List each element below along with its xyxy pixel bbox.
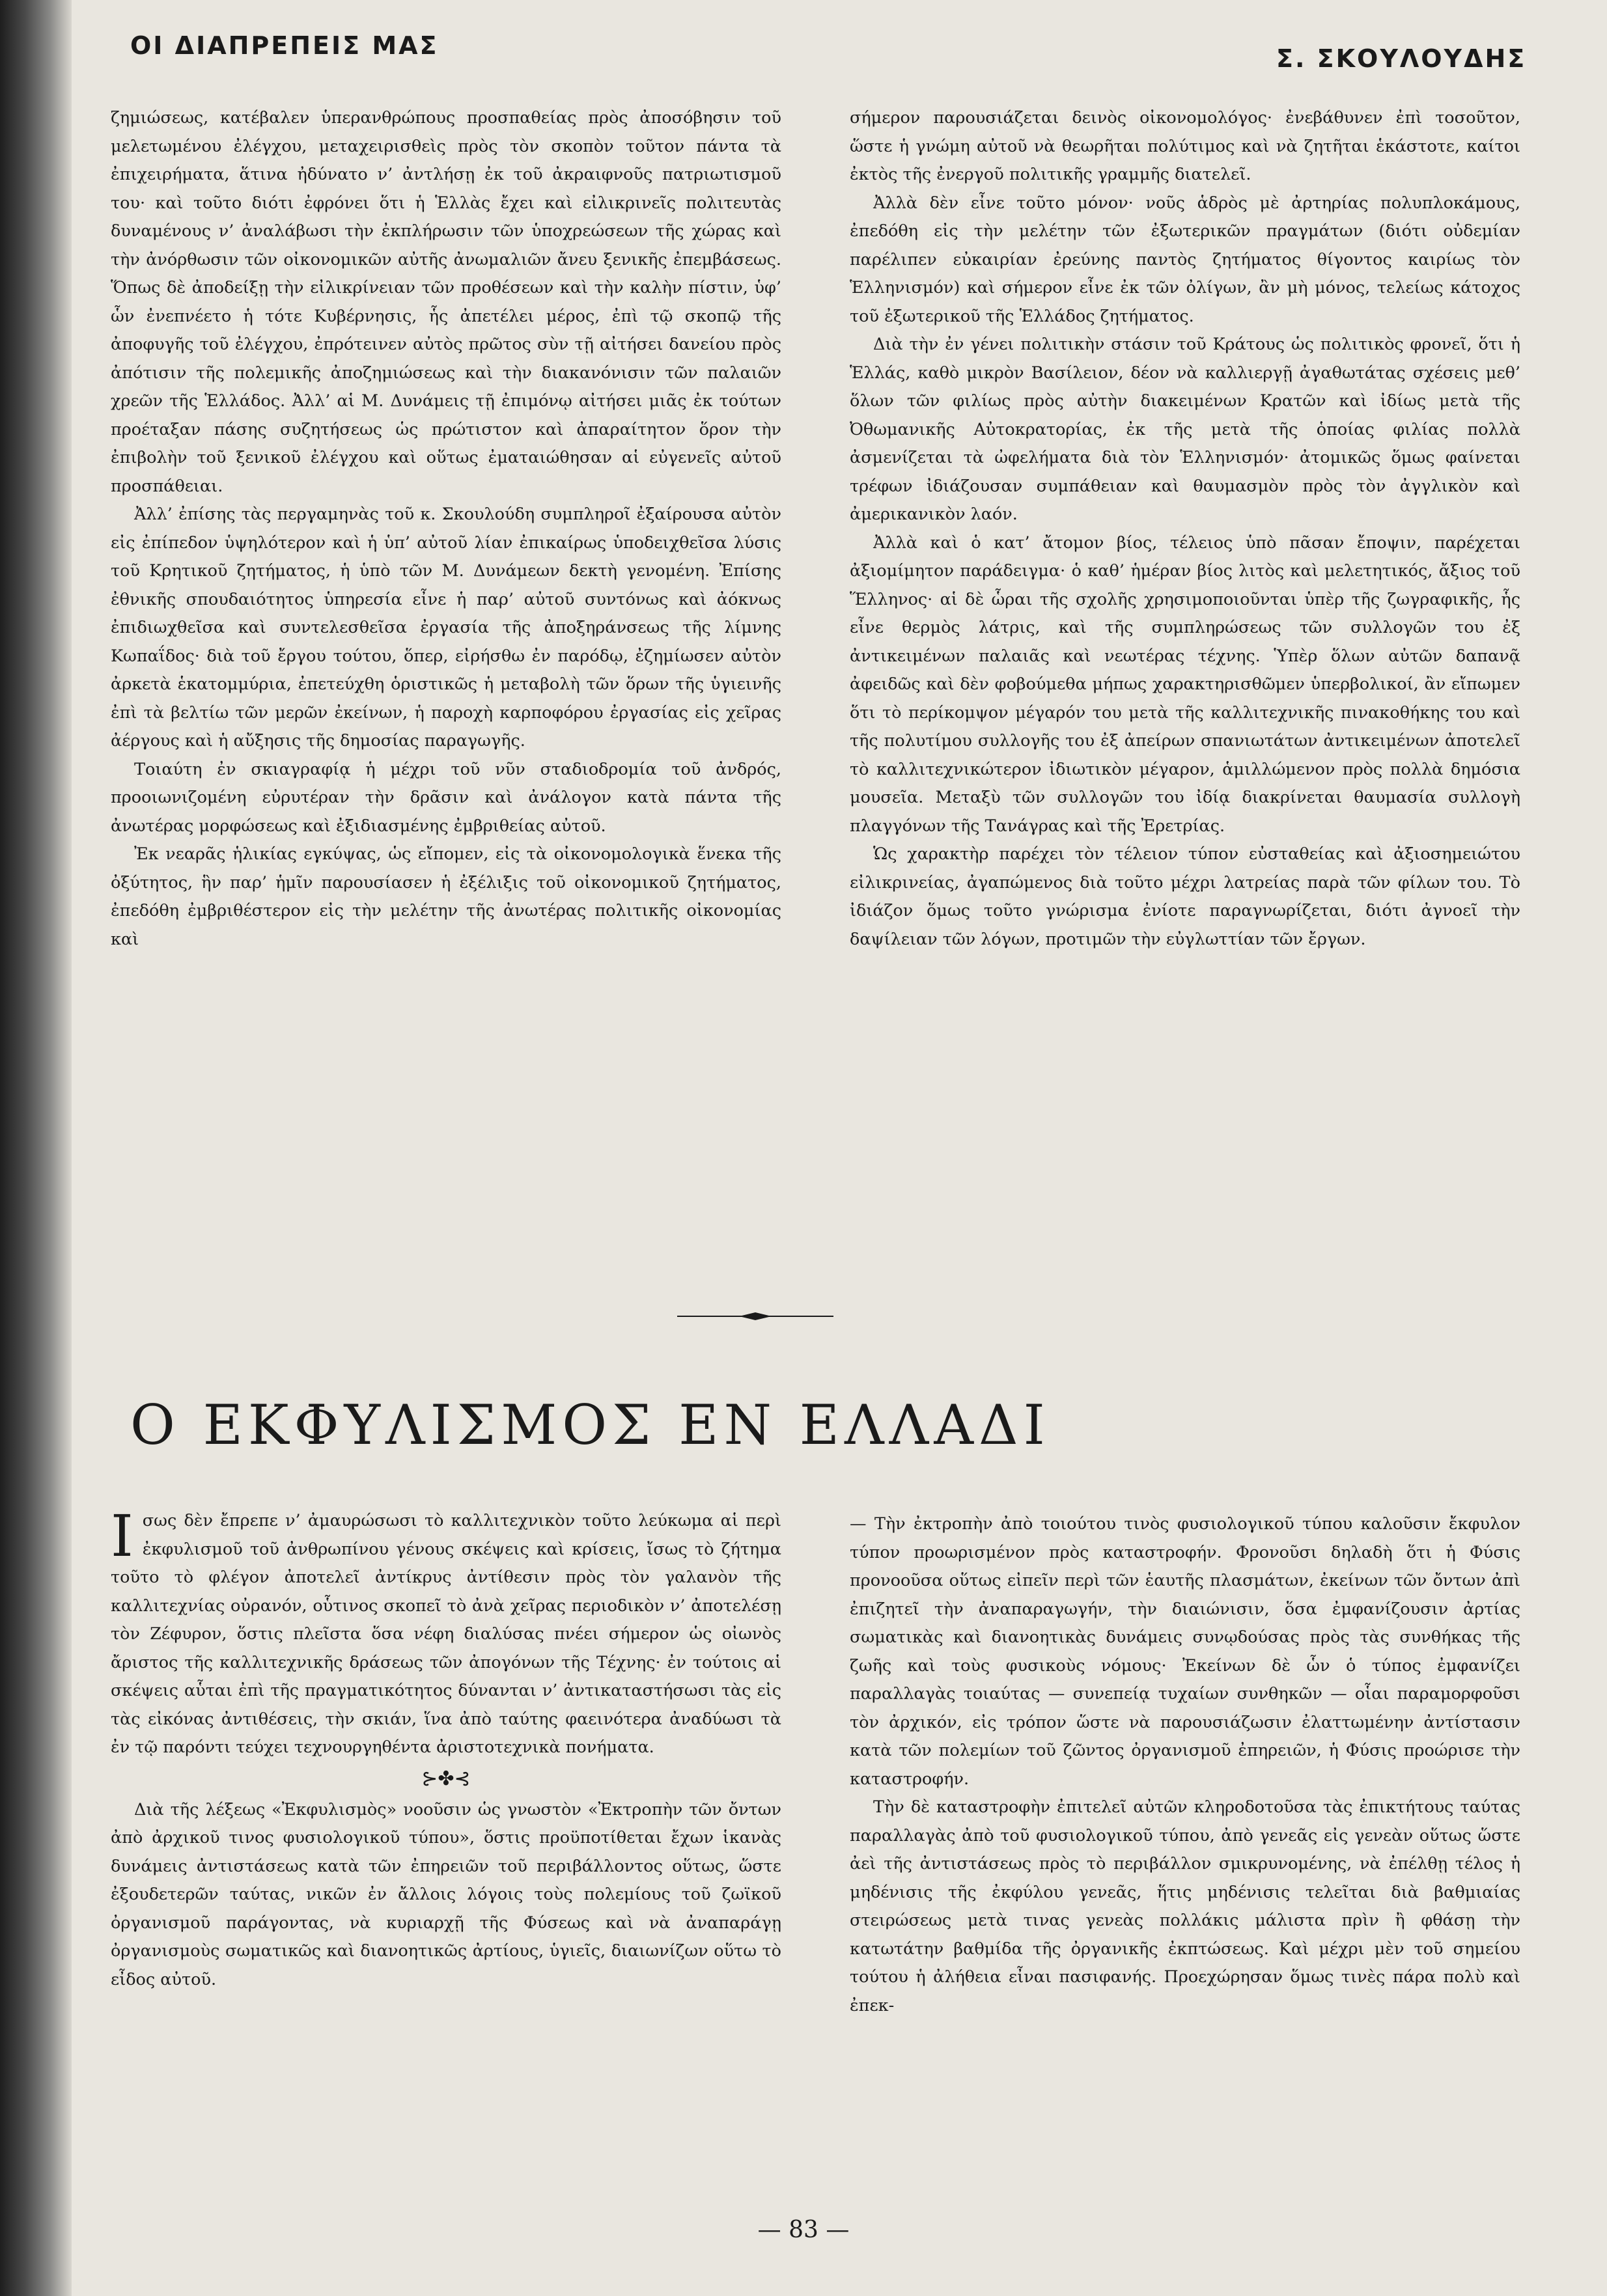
article-column-left — [111, 1502, 781, 1994]
paragraph: ζημιώσεως, κατέβαλεν ὑπερανθρώπους προσπαθείας πρὸς ἀποσόβησιν τοῦ μελετωμένου ἐλέγχου, μεταχειρισθεὶς πρὸς τὸν σκοπὸν τοῦτον πάντα τὰ ἐπιχειρήματα, ἅτινα ἠδύνατο ν’ ἀντλήσῃ ἐκ τοῦ ἀκραιφνοῦς πατριωτισμοῦ του· καὶ τοῦτο διότι ἐφρόνει ὅτι ἡ Ἑλλὰς ἔχει καὶ εἰλικρινεῖς πολιτευτὰς δυναμένους ν’ ἀναλάβωσι τὴν ἐκπλήρωσιν τῶν ὑποχρεώσεων τῆς χώρας καὶ τὴν ἀνόρθωσιν τῶν οἰκονομικῶν αὐτῆς ἀνωμαλιῶν ἄνευ ξενικῆς ἐπεμβάσεως. Ὅπως δὲ ἀποδείξῃ τὴν εἰλικρίνειαν τῶν προθέσεων καὶ τὴν καλὴν πίστιν, ὑφ’ ὧν ἐνεπνέετο ἡ τότε Κυβέρνησις, ἧς ἀπετέλει μέρος, ἐπὶ τῷ σκοπῷ τῆς ἀποφυγῆς τοῦ ἐλέγχου, ἐπρότεινεν αὐτὸς πρῶτος σὺν τῇ αἰτήσει δανείου πρὸς ἀπότισιν τῆς πολεμικῆς ἀποζημιώσεως καὶ τὴν διακανόνισιν τῶν παλαιῶν χρεῶν τῆς Ἑλλάδος. Ἀλλ’ αἱ Μ. Δυνάμεις τῇ ἐπιμόνῳ αἰτήσει μιᾶς ἐκ τούτων προέταξαν πάσης συζητήσεως ὡς πρώτιστον καὶ ἀπαραίτητον ὅρον τὴν ἐπιβολὴν τοῦ ξενικοῦ ἐλέγχου καὶ οὕτως ἐματαιώθησαν αἱ εὐγενεῖς αὐτοῦ προσπάθειαι. — [111, 108, 781, 496]
running-header-subject: Σ. ΣΚΟΥΛΟΥΔΗΣ — [1276, 44, 1527, 73]
paragraph: Ἀλλὰ καὶ ὁ κατ’ ἄτομον βίος, τέλειος ὑπὸ πᾶσαν ἔποψιν, παρέχεται ἀξιομίμητον παράδειγμα· ὁ καθ’ ἡμέραν βίος λιτὸς καὶ μελετητικός, ἄξιος τοῦ Ἕλληνος· αἱ δὲ ὧραι τῆς σχολῆς χρησιμοποιοῦνται ὑπὲρ τῆς ζωγραφικῆς, ἧς εἶνε θερμὸς λάτρις, καὶ τῆς συμπληρώσεως τῶν συλλογῶν του ἐξ ἀντικειμένων παλαιᾶς καὶ νεωτέρας τέχνης. Ὑπὲρ ὅλων αὐτῶν δαπανᾷ ἀφειδῶς καὶ δὲν φοβούμεθα μήπως χαρακτηρισθῶμεν ὑπερβολικοί, ἂν εἴπωμεν ὅτι τὸ περίκομψον μέγαρόν του μετὰ τῆς καλλιτεχνικῆς πινακοθήκης του καὶ τῆς πολυτίμου συλλογῆς του ἐξ ἀπείρων σπανιωτάτων ἀντικειμένων ἀποτελεῖ τὸ καλλιτεχνικώτερον ἰδιωτικὸν μέγαρον, ἁμιλλώμενον πρὸς πολλὰ δημόσια μουσεῖα. Μεταξὺ τῶν συλλογῶν του ἰδίᾳ διακρίνεται θαυμασία συλλογὴ πλαγγόνων τῆς Τανάγρας καὶ τῆς Ἐρετρίας. — [850, 533, 1520, 836]
biography-column-left — [111, 104, 781, 954]
section-divider-ornament — [677, 1312, 833, 1321]
drop-cap: Ι — [111, 1502, 133, 1570]
paragraph: Διὰ τὴν ἐν γένει πολιτικὴν στάσιν τοῦ Κράτους ὡς πολιτικὸς φρονεῖ, ὅτι ἡ Ἑλλάς, καθὸ μικρὸν Βασίλειον, δέον νὰ καλλιεργῇ ἀγαθωτάτας σχέσεις μεθ’ ὅλων τῶν φιλίως πρὸς αὐτὴν διακειμένων Κρατῶν καὶ ἰδίως μετὰ τῆς Ὀθωμανικῆς Αὐτοκρατορίας, ἐκ τῆς μετὰ τῆς ὁποίας φιλίας πολλὰ ἀσμενίζεται τὰ ὠφελήματα διὰ τὸν Ἑλληνισμόν· ἀτομικῶς ὅμως φαίνεται τρέφων ἰδιάζουσαν συμπάθειαν καὶ θαυμασμὸν πρὸς τὸν ἀγγλικὸν καὶ ἀμερικανικὸν λαόν. — [850, 335, 1520, 524]
article-opening-paragraph — [111, 1502, 781, 1762]
article-column-right — [850, 1510, 1520, 2020]
fleuron-ornament-icon: ⊱✤⊰ — [421, 1767, 471, 1790]
article-title: Ο ΕΚΦΥΛΙΣΜΟΣ ΕΝ ΕΛΛΑΔΙ — [130, 1393, 1050, 1457]
paragraph: σήμερον παρουσιάζεται δεινὸς οἰκονομολόγος· ἐνεβάθυνεν ἐπὶ τοσοῦτον, ὥστε ἡ γνώμη αὐτοῦ νὰ θεωρῆται πολύτιμος καὶ νὰ ζητῆται ἑκάστοτε, καίτοι ἐκτὸς τῆς ἐνεργοῦ πολιτικῆς γραμμῆς διατελεῖ. — [850, 108, 1520, 184]
paragraph: Διὰ τῆς λέξεως «Ἐκφυλισμὸς» νοοῦσιν ὡς γνωστὸν «Ἐκτροπὴν τῶν ὄντων ἀπὸ ἀρχικοῦ τινος φυσιολογικοῦ τύπου», ὅστις προϋποτίθεται ἔχων ἱκανὰς δυνάμεις ἀντιστάσεως κατὰ τῶν ἐπηρειῶν τοῦ περιβάλλοντος οὕτως, ὥστε ἐξουδετερῶν ταύτας, νικῶν ἐν ἄλλοις λόγοις τοὺς πολεμίους τοῦ ζωϊκοῦ ὀργανισμοῦ παράγοντας, νὰ κυριαρχῇ τῆς Φύσεως καὶ νὰ ἀναπαράγῃ ὀργανισμοὺς σωματικῶς καὶ διανοητικῶς ἀρτίους, ὑγιεῖς, διαιωνίζων οὕτω τὸ εἶδος αὐτοῦ. — [111, 1799, 781, 1989]
paragraph: Ἀλλ’ ἐπίσης τὰς περγαμηνὰς τοῦ κ. Σκουλούδη συμπληροῖ ἐξαίρουσα αὐτὸν εἰς ἐπίπεδον ὑψηλότερον καὶ ἡ ὑπ’ αὐτοῦ λίαν ἐπικαίρως ὑποδειχθεῖσα λύσις τοῦ Κρητικοῦ ζητήματος, ἡ ὑπὸ τῶν Μ. Δυνάμεων δεκτὴ γενομένη. Ἐπίσης ἐθνικῆς σπουδαιότητος ὑπηρεσία εἶνε ἡ παρ’ αὐτοῦ συντόνως καὶ ἀόκνως ἐπιδιωχθεῖσα καὶ συντελεσθεῖσα ἐργασία τῆς ἀποξηράνσεως τῆς λίμνης Κωπαΐδος· διὰ τοῦ ἔργου τούτου, ὅπερ, εἰρήσθω ἐν παρόδῳ, ἐζημίωσεν αὐτὸν ἀρκετὰ ἑκατομμύρια, ἐπετεύχθη ὁριστικῶς ἡ μεταβολὴ τῶν ὅρων τῆς ὑγιεινῆς ἐπὶ τὰ βελτίω τῶν μερῶν ἐκείνων, ἡ παροχὴ καρποφόρου ἐργασίας εἰς χεῖρας ἀέργους καὶ ἡ αὔξησις τῆς δημοσίας παραγωγῆς. — [111, 505, 781, 751]
paragraph: Ἐκ νεαρᾶς ἡλικίας εγκύψας, ὡς εἴπομεν, εἰς τὰ οἰκονομολογικὰ ἕνεκα τῆς ὀξύτητος, ἣν παρ’ ἡμῖν παρουσίασεν ἡ ἐξέλιξις τοῦ οἰκονομικοῦ ζητήματος, ἐπεδόθη ἐμβριθέστερον εἰς τὴν μελέτην τῆς ἀνωτέρας πολιτικῆς οἰκονομίας καὶ — [111, 844, 781, 949]
paragraph: Ἀλλὰ δὲν εἶνε τοῦτο μόνον· νοῦς ἁδρὸς μὲ ἀρτηρίας πολυπλοκάμους, ἐπεδόθη εἰς τὴν μελέτην τῶν ἐξωτερικῶν πραγμάτων (διότι οὐδεμίαν παρέλιπεν εὐκαιρίαν ἐρεύνης παντὸς ζητήματος θίγοντος καιρίως τὸν Ἑλληνισμόν) καὶ σήμερον εἶνε ἐκ τῶν ὀλίγων, ἂν μὴ μόνος, τελείως κάτοχος τοῦ ἐξωτερικοῦ τῆς Ἑλλάδος ζητήματος. — [850, 193, 1520, 326]
paragraph: Τὴν δὲ καταστροφὴν ἐπιτελεῖ αὐτῶν κληροδοτοῦσα τὰς ἐπικτήτους ταύτας παραλλαγὰς ἀπὸ τοῦ φυσιολογικοῦ τύπου, ἀπὸ γενεᾶς εἰς γενεὰν οὕτως ὥστε ἀεὶ τῆς ἀντιστάσεως πρὸς τὸ περιβάλλον σμικρυνομένης, νὰ ἐπέλθῃ τέλος ἡ μηδένισις τῆς ἐκφύλου γενεᾶς, ἥτις μηδένισις τελεῖται διὰ βαθμιαίας στειρώσεως μετὰ τινας γενεὰς πολλάκις μάλιστα πρὶν ἢ φθάσῃ τὴν κατωτάτην βαθμίδα τῆς ὀργανικῆς ἐκπτώσεως. Καὶ μέχρι μὲν τοῦ σημείου τούτου ἡ ἀλήθεια εἶναι πασιφανής. Προεχώρησαν ὅμως τινὲς πάρα πολὺ καὶ ἐπεκ- — [850, 1797, 1520, 2015]
paragraph: Τοιαύτη ἐν σκιαγραφίᾳ ἡ μέχρι τοῦ νῦν σταδιοδρομία τοῦ ἀνδρός, προοιωνιζομένη εὐρυτέραν τὴν δρᾶσιν καὶ ἀνάλογον κατὰ πάντα τῆς ἀνωτέρας μορφώσεως καὶ ἐξιδιασμένης ἐμβριθείας αὐτοῦ. — [111, 759, 781, 836]
running-header-section: ΟΙ ΔΙΑΠΡΕΠΕΙΣ ΜΑΣ — [130, 31, 439, 60]
binding-edge-shadow — [0, 0, 72, 2296]
paragraph: Ὡς χαρακτὴρ παρέχει τὸν τέλειον τύπον εὐσταθείας καὶ ἀξιοσημειώτου εἰλικρινείας, ἀγαπώμενος διὰ τοῦτο μέχρι λατρείας παρὰ τῶν φίλων του. Τὸ ἰδιάζον ὅμως τοῦτο γνώρισμα ἐνίοτε παραγνωρίζεται, διότι ἀγνοεῖ τὴν δαψίλειαν τῶν λόγων, προτιμῶν τὴν εὐγλωττίαν τῶν ἔργων. — [850, 844, 1520, 949]
paragraph-text: σως δὲν ἔπρεπε ν’ ἀμαυρώσωσι τὸ καλλιτεχνικὸν τοῦτο λεύκωμα αἱ περὶ ἐκφυλισμοῦ τοῦ ἀνθρωπίνου γένους σκέψεις καὶ κρίσεις, ἴσως τὸ ζήτημα τοῦτο τὸ φλέγον ἀποτελεῖ ἀντίκρυς ἀντίθεσιν πρὸς τὸν γαλανὸν τῆς καλλιτεχνίας οὐρανόν, οὗτινος σκοπεῖ τὸ ἀνὰ χεῖρας περιοδικὸν ν’ ἀποτελέσῃ τὸν Ζέφυρον, ὅστις πλεῖστα ὅσα νέφη διαλύσας πνέει σήμερον ὡς οἰωνὸς ἄριστος τῆς καλλιτεχνικῆς δράσεως τῶν ἀπογόνων τῆς Τέχνης· ἐν τούτοις αἱ σκέψεις αὗται ἐπὶ τῆς πραγματικότητος δύνανται ν’ ἀντικαταστήσωσι τὰς εἰς τὰς εἰκόνας ἀντιθέσεις, τὴν σκιάν, ἵνα ἀπὸ ταύτης φαεινότερα ἀναδύωσι τὰ ἐν τῷ παρόντι τεύχει τεχνουργηθέντα ἀριστοτεχνικὰ πονήματα. — [111, 1511, 781, 1757]
biography-column-right — [850, 104, 1520, 954]
paragraph: — Τὴν ἐκτροπὴν ἀπὸ τοιούτου τινὸς φυσιολογικοῦ τύπου καλοῦσιν ἔκφυλον τύπον προωρισμένον πρὸς καταστροφήν. Φρονοῦσι δηλαδὴ ὅτι ἡ Φύσις προνοοῦσα οὕτως εἰπεῖν περὶ τῶν ἑαυτῆς πλασμάτων, ἐκείνων τῶν ὄντων ἀπὶ ἐπιζητεῖ τὴν ἀναπαραγωγήν, τὴν διαιώνισιν, ὅσα ἐμφανίζουσιν ἀρτίας σωματικὰς καὶ διανοητικὰς δυνάμεις συνῳδούσας πρὸς τὰς συνθήκας τῆς ζωῆς καὶ τοὺς φυσικοὺς νόμους· Ἐκείνων δὲ ὧν ὁ τύπος ἐμφανίζει παραλλαγὰς τοιαύτας — συνεπείᾳ τυχαίων συνθηκῶν — οἷαι παραμορφοῦσι τὸν ἀρχικόν, εἰς τρόπον ὥστε νὰ παρουσιάζωσιν ἐλαττωμένην ἀντίστασιν κατὰ τῶν πολεμίων τοῦ ζῶντος ὀργανισμοῦ ἐπηρειῶν, ἡ Φύσις προώρισε τὴν καταστροφήν. — [850, 1514, 1520, 1789]
page-number: — 83 — — [757, 2217, 850, 2243]
